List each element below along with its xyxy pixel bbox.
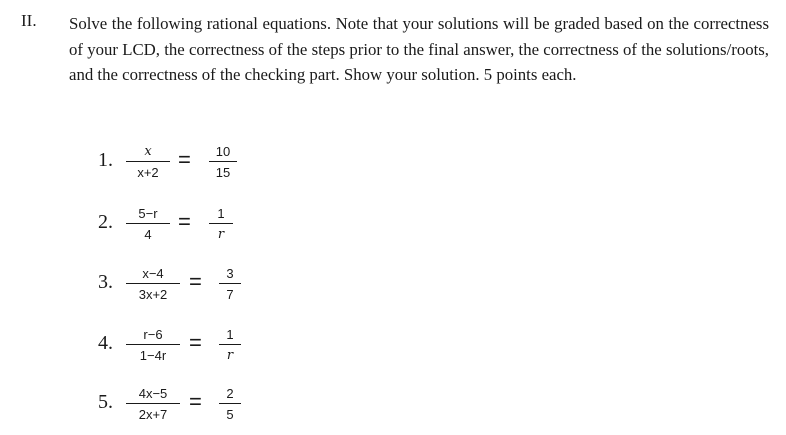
fraction-bar: [126, 283, 180, 284]
rhs-denominator: r: [217, 227, 225, 242]
equals-sign: =: [178, 147, 191, 172]
problem-3: [98, 265, 298, 315]
problem-number: 1.: [98, 149, 113, 171]
rhs-fraction: [209, 205, 233, 243]
rhs-denominator: 5: [226, 407, 234, 422]
lhs-fraction: [126, 326, 180, 364]
lhs-numerator: x−4: [142, 266, 164, 281]
lhs-fraction: [126, 385, 180, 423]
lhs-fraction: [126, 265, 180, 303]
problem-4: [98, 326, 298, 376]
fraction-bar: [219, 283, 241, 284]
rhs-denominator: 15: [215, 165, 231, 180]
equals-sign: =: [189, 269, 202, 294]
lhs-numerator: 4x−5: [138, 386, 168, 401]
fraction-bar: [126, 161, 170, 162]
equals-sign: =: [178, 209, 191, 234]
problem-number: 2.: [98, 211, 113, 233]
section-number: II.: [21, 11, 37, 30]
instructions-paragraph: Solve the following rational equations. Note that your solutions will be graded based on the correctness of your LCD, the correctness of the steps prior to the final answer, the correctness of the solutions/roots, and the correctness of the checking part. Show your solution. 5 points each.: [69, 14, 769, 84]
problem-number: 3.: [98, 271, 113, 293]
rhs-fraction: [209, 143, 237, 181]
fraction-bar: [209, 161, 237, 162]
lhs-denominator: 4: [144, 227, 152, 242]
fraction-bar: [126, 223, 170, 224]
equals-sign: =: [189, 389, 202, 414]
lhs-numerator: 5−r: [138, 206, 158, 221]
rhs-fraction: [219, 385, 241, 423]
fraction-bar: [219, 344, 241, 345]
lhs-fraction: [126, 143, 170, 181]
rhs-denominator: r: [226, 348, 234, 363]
rhs-numerator: 1: [217, 206, 225, 221]
fraction-bar: [126, 344, 180, 345]
problem-number: 5.: [98, 391, 113, 413]
equals-sign: =: [189, 330, 202, 355]
lhs-numerator: x: [144, 144, 152, 159]
rhs-numerator: 2: [226, 386, 234, 401]
problem-number: 4.: [98, 332, 113, 354]
lhs-denominator: 3x+2: [138, 287, 168, 302]
problem-5: [98, 385, 298, 435]
rhs-numerator: 1: [226, 327, 234, 342]
rhs-numerator: 3: [226, 266, 234, 281]
fraction-bar: [209, 223, 233, 224]
lhs-fraction: [126, 205, 170, 243]
fraction-bar: [219, 403, 241, 404]
lhs-denominator: 2x+7: [138, 407, 168, 422]
rhs-numerator: 10: [215, 144, 231, 159]
rhs-denominator: 7: [226, 287, 234, 302]
lhs-denominator: 1−4r: [139, 348, 167, 363]
lhs-numerator: r−6: [143, 327, 163, 342]
lhs-denominator: x+2: [137, 165, 159, 180]
fraction-bar: [126, 403, 180, 404]
rhs-fraction: [219, 326, 241, 364]
problem-2: [98, 205, 298, 255]
rhs-fraction: [219, 265, 241, 303]
problem-1: [98, 143, 298, 193]
